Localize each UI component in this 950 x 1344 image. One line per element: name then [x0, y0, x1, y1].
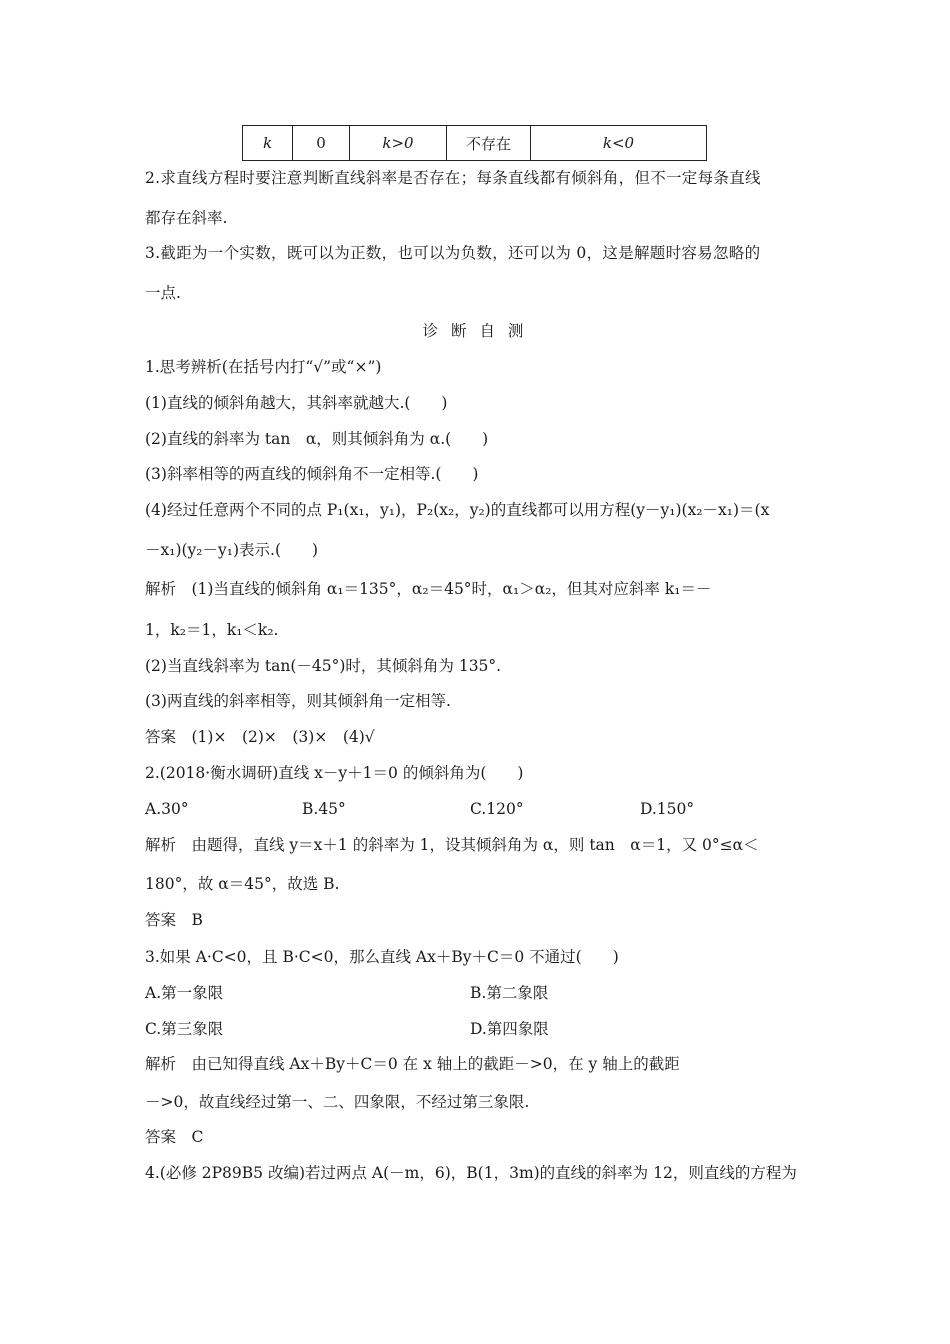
answer-line: 答案 C	[145, 1128, 204, 1146]
option-c: C.120°	[470, 800, 524, 818]
option-b: B.45°	[302, 800, 346, 818]
table-cell: 不存在	[447, 126, 531, 161]
table-cell: 0	[293, 126, 350, 161]
solution-line: (2)当直线斜率为 tan(－45°)时，其倾斜角为 135°.	[145, 657, 502, 675]
question-1-item: －x₁)(y₂－y₁)表示.( )	[145, 541, 319, 559]
solution-line: 解析 由题得，直线 y＝x＋1 的斜率为 1，设其倾斜角为 α，则 tan α＝1，又 0°≤α＜	[145, 836, 759, 854]
question-3: 3.如果 A·C<0，且 B·C<0，那么直线 Ax＋By＋C＝0 不通过( )	[145, 948, 619, 966]
solution-line: 解析 由已知得直线 Ax＋By＋C＝0 在 x 轴上的截距－>0，在 y 轴上的截距	[145, 1055, 680, 1073]
solution-line: 解析 (1)当直线的倾斜角 α₁＝135°，α₂＝45°时，α₁＞α₂，但其对应斜率 k₁＝－	[145, 580, 712, 598]
solution-line: 1，k₂＝1，k₁＜k₂.	[145, 621, 279, 639]
paragraph-line: 3.截距为一个实数，既可以为正数，也可以为负数，还可以为 0，这是解题时容易忽略的	[145, 244, 761, 262]
table-cell: k<0	[531, 126, 707, 161]
option-a: A.30°	[145, 800, 189, 818]
solution-line: (3)两直线的斜率相等，则其倾斜角一定相等.	[145, 692, 451, 710]
section-heading: 诊 断 自 测	[422, 322, 528, 340]
answer-line: 答案 B	[145, 911, 203, 929]
paragraph-line: 一点.	[145, 284, 181, 302]
question-1-item: (1)直线的倾斜角越大，其斜率就越大.( )	[145, 394, 448, 412]
option-d: D.第四象限	[470, 1020, 549, 1038]
table-row	[243, 126, 707, 161]
option-a: A.第一象限	[145, 984, 224, 1002]
table-cell: k	[243, 126, 293, 161]
question-4: 4.(必修 2P89B5 改编)若过两点 A(－m，6)，B(1，3m)的直线的斜率为 12，则直线的方程为	[145, 1164, 797, 1182]
answer-line: 答案 (1)× (2)× (3)× (4)√	[145, 728, 375, 746]
question-2: 2.(2018·衡水调研)直线 x－y＋1＝0 的倾斜角为( )	[145, 764, 524, 782]
table-cell: k>0	[350, 126, 447, 161]
paragraph-line: 都存在斜率.	[145, 209, 228, 227]
question-1-item: (2)直线的斜率为 tan α，则其倾斜角为 α.( )	[145, 430, 489, 448]
question-1: 1.思考辨析(在括号内打“√”或“×”)	[145, 358, 382, 376]
option-b: B.第二象限	[470, 984, 549, 1002]
slope-table	[242, 125, 707, 161]
solution-line: 180°，故 α＝45°，故选 B.	[145, 875, 340, 893]
question-1-item: (3)斜率相等的两直线的倾斜角不一定相等.( )	[145, 465, 479, 483]
question-1-item: (4)经过任意两个不同的点 P₁(x₁，y₁)，P₂(x₂，y₂)的直线都可以用方程(y－y₁)(x₂－x₁)＝(x	[145, 501, 770, 519]
option-d: D.150°	[640, 800, 695, 818]
option-c: C.第三象限	[145, 1020, 224, 1038]
solution-line: －>0，故直线经过第一、二、四象限，不经过第三象限.	[145, 1093, 530, 1111]
paragraph-line: 2.求直线方程时要注意判断直线斜率是否存在；每条直线都有倾斜角，但不一定每条直线	[145, 169, 761, 187]
